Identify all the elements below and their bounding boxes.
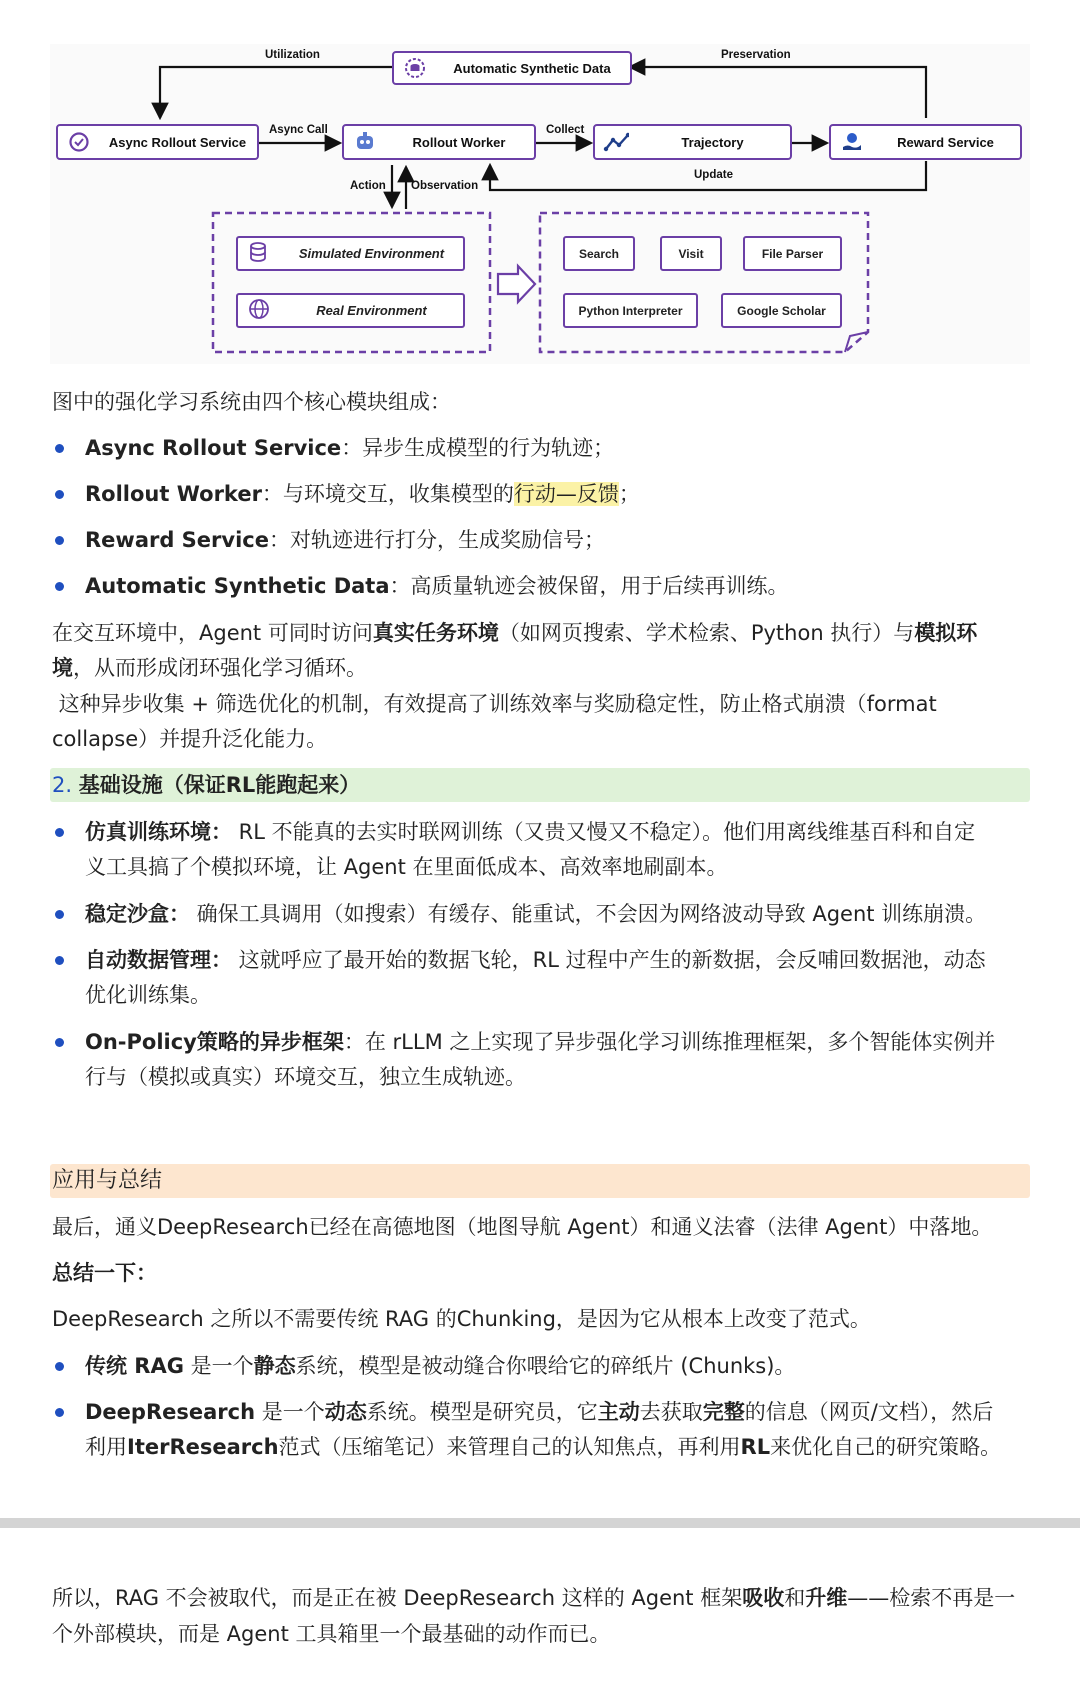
bullet xyxy=(55,956,64,965)
mechanism-line2: collapse）并提升泛化能力。 xyxy=(52,727,328,751)
bullet xyxy=(55,444,64,453)
bullet xyxy=(55,490,64,499)
env-label: Simulated Environment xyxy=(298,246,445,261)
node-reward-service xyxy=(829,124,1022,160)
env-simulated xyxy=(236,236,465,271)
database-gear-icon xyxy=(402,57,428,79)
reward-hand-icon xyxy=(839,131,865,153)
node-label: Reward Service xyxy=(897,134,994,150)
node-automatic-synthetic-data xyxy=(392,51,632,85)
env-label: Real Environment xyxy=(316,303,427,318)
node-label: Async Rollout Service xyxy=(108,134,247,150)
node-label: Automatic Synthetic Data xyxy=(453,60,611,76)
final-line2: 个外部模块，而是 Agent 工具箱里一个最基础的动作而已。 xyxy=(52,1622,611,1646)
env-paragraph-line2: 境，从而形成闭环强化学习循环。 xyxy=(52,656,367,680)
tool-visit: Visit xyxy=(660,236,722,271)
final-line1: 所以，RAG 不会被取代，而是正在被 DeepResearch 这样的 Agent 框架吸收和升维——检索不再是一 xyxy=(52,1586,1016,1610)
bullet xyxy=(55,536,64,545)
compare-item-deepresearch-cont: 利用IterResearch范式（压缩笔记）来管理自己的认知焦点，再利用RL来优化自己的研究策略。 xyxy=(85,1435,1002,1459)
infra-item-sandbox: 稳定沙盒： 确保工具调用（如搜索）有缓存、能重试，不会因为网络波动导致 Agent 训练崩溃。 xyxy=(85,902,987,926)
bullet xyxy=(55,910,64,919)
infra-item-async-framework: On-Policy策略的异步框架：在 rLLM 之上实现了异步强化学习训练推理框架，多个智能体实例并 xyxy=(85,1030,996,1054)
bullet xyxy=(55,1362,64,1371)
edge-label-collect: Collect xyxy=(546,124,585,136)
module-item-rollout-worker: Rollout Worker：与环境交互，收集模型的行动—反馈； xyxy=(85,482,640,506)
tool-python-interpreter: Python Interpreter xyxy=(563,293,698,328)
section-3-band xyxy=(50,1164,1030,1198)
edge-label-update: Update xyxy=(694,169,733,181)
infra-item-simulated-env-cont: 义工具搞了个模拟环境，让 Agent 在里面低成本、高效率地刷副本。 xyxy=(85,855,728,879)
intro-text: 图中的强化学习系统由四个核心模块组成： xyxy=(52,390,451,414)
diagram-arrows xyxy=(50,44,1030,364)
compare-item-traditional-rag: 传统 RAG 是一个静态系统，模型是被动缝合你喂给它的碎纸片 (Chunks)。 xyxy=(85,1354,796,1378)
tool-google-scholar: Google Scholar xyxy=(721,293,842,328)
highlight-action-feedback: 行动—反馈 xyxy=(513,482,619,506)
mechanism-line1: 这种异步收集 + 筛选优化的机制，有效提高了训练效率与奖励稳定性，防止格式崩溃（format xyxy=(52,692,937,716)
summary-label: 总结一下： xyxy=(52,1261,157,1285)
module-item-reward-service: Reward Service：对轨迹进行打分，生成奖励信号； xyxy=(85,528,605,552)
infra-item-async-framework-cont: 行与（模拟或真实）环境交互，独立生成轨迹。 xyxy=(85,1065,526,1089)
bullet xyxy=(55,582,64,591)
section-divider xyxy=(0,1518,1080,1528)
refresh-icon xyxy=(66,131,92,153)
node-label: Trajectory xyxy=(681,134,744,150)
node-async-rollout-service xyxy=(56,124,259,160)
edge-label-action: Action xyxy=(350,180,386,192)
trajectory-line-icon xyxy=(603,131,629,153)
robot-icon xyxy=(352,131,378,153)
edge-label-async-call: Async Call xyxy=(269,124,328,136)
edge-label-utilization: Utilization xyxy=(265,49,320,61)
application-line: 最后，通义DeepResearch已经在高德地图（地图导航 Agent）和通义法睿（法律 Agent）中落地。 xyxy=(52,1215,993,1239)
module-item-async-rollout: Async Rollout Service：异步生成模型的行为轨迹； xyxy=(85,436,615,460)
infra-item-simulated-env: 仿真训练环境： RL 不能真的去实时联网训练（又贵又慢又不稳定）。他们用离线维基百科和自定 xyxy=(85,820,976,844)
node-label: Rollout Worker xyxy=(412,134,506,150)
node-rollout-worker xyxy=(342,124,536,160)
summary-line: DeepResearch 之所以不需要传统 RAG 的Chunking，是因为它从根本上改变了范式。 xyxy=(52,1307,871,1331)
bullet xyxy=(55,1408,64,1417)
infra-item-data-mgmt-cont: 优化训练集。 xyxy=(85,983,211,1007)
architecture-diagram xyxy=(50,44,1030,364)
module-item-synthetic-data: Automatic Synthetic Data：高质量轨迹会被保留，用于后续再训练。 xyxy=(85,574,789,598)
env-real xyxy=(236,293,465,328)
section-2-heading: 2. 基础设施（保证RL能跑起来） xyxy=(52,773,361,797)
edge-label-observation: Observation xyxy=(411,180,479,192)
tool-search: Search xyxy=(563,236,635,271)
globe-icon xyxy=(248,298,274,323)
tool-file-parser: File Parser xyxy=(743,236,842,271)
edge-label-preservation: Preservation xyxy=(721,49,791,61)
bullet xyxy=(55,828,64,837)
env-paragraph-line1: 在交互环境中，Agent 可同时访问真实任务环境（如网页搜索、学术检索、Python 执行）与模拟环 xyxy=(52,621,978,645)
section-3-heading: 应用与总结 xyxy=(52,1168,163,1193)
bullet xyxy=(55,1038,64,1047)
infra-item-data-mgmt: 自动数据管理： 这就呼应了最开始的数据飞轮，RL 过程中产生的新数据，会反哺回数据池，动态 xyxy=(85,948,986,972)
compare-item-deepresearch: DeepResearch 是一个动态系统。模型是研究员，它主动去获取完整的信息（网页/文档），然后 xyxy=(85,1400,994,1424)
database-icon xyxy=(248,241,274,266)
node-trajectory xyxy=(593,124,792,160)
